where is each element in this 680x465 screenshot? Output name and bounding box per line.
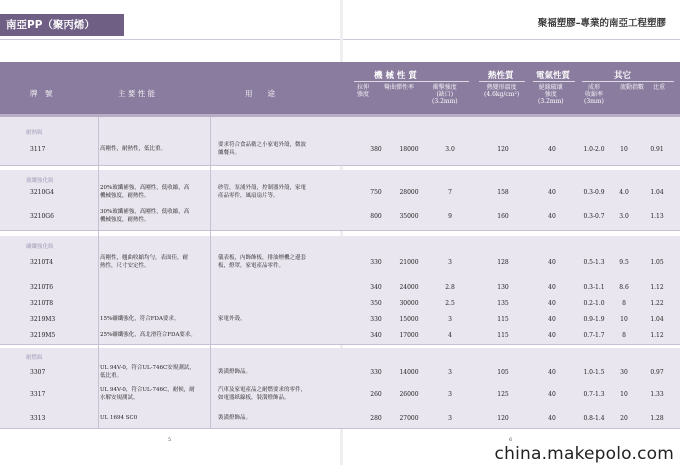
group-label-flame: 耐燃級	[26, 355, 43, 361]
col-properties-header: 主 要 性 能	[118, 89, 156, 98]
properties-cell: 高剛性，翹曲收縮均勻，表面佳，耐 熱性，尺寸安定性。	[100, 255, 189, 269]
value-cell: 1.0-1.5	[583, 369, 605, 376]
value-cell: 340	[370, 332, 382, 339]
value-cell: 1.13	[650, 213, 664, 220]
value-cell: 0.7-1.7	[583, 332, 605, 339]
group-label-heat: 耐熱級	[26, 130, 43, 136]
properties-cell: UL 94V-0，符合UL-746C，耐候，耐 水解安規測試。	[100, 387, 195, 401]
value-cell: 3	[448, 391, 452, 398]
value-cell: 40	[548, 391, 556, 398]
electrical-header: 電氣性質	[536, 71, 571, 81]
sub-impact: 衝擊強度 (缺口) (3.2mm)	[432, 84, 458, 105]
other-header: 其它	[614, 71, 632, 81]
page-number-right: 6	[509, 437, 513, 443]
value-cell: 1.28	[650, 415, 664, 422]
value-cell: 30000	[399, 300, 419, 307]
value-cell: 26000	[399, 391, 419, 398]
value-cell: 28000	[399, 189, 419, 196]
value-cell: 8	[622, 300, 626, 307]
value-cell: 1.04	[650, 316, 664, 323]
value-cell: 800	[370, 213, 382, 220]
value-cell: 1.12	[650, 332, 664, 339]
usage-cell: 汽車及家電產品之耐燃要求的零件， 如電器紙線板，裝潢燈飾品。	[218, 387, 307, 401]
value-cell: 14000	[399, 369, 419, 376]
value-cell: 1.0-2.0	[583, 146, 605, 153]
grade-cell: 3210T4	[30, 259, 54, 266]
value-cell: 17000	[399, 332, 419, 339]
value-cell: 40	[548, 316, 556, 323]
value-cell: 105	[497, 369, 509, 376]
value-cell: 40	[548, 189, 556, 196]
value-cell: 40	[548, 146, 556, 153]
value-cell: 1.12	[650, 284, 664, 291]
value-cell: 115	[497, 332, 509, 339]
grade-cell: 3317	[30, 391, 46, 398]
value-cell: 24000	[399, 284, 419, 291]
value-cell: 0.3-0.7	[583, 213, 605, 220]
sub-specific-gravity: 比重	[653, 84, 666, 91]
value-cell: 40	[548, 300, 556, 307]
value-cell: 0.91	[650, 146, 664, 153]
value-cell: 3.0	[445, 146, 455, 153]
sub-melt-index: 流動指數	[620, 84, 645, 91]
sub-tensile: 拉伸 強度	[357, 84, 370, 98]
value-cell: 27000	[399, 415, 419, 422]
sub-flexural: 彎曲彈性率	[384, 84, 415, 91]
value-cell: 3	[448, 316, 452, 323]
table-header-band	[0, 62, 680, 114]
col-grade-header: 牌 號	[30, 89, 53, 98]
properties-cell: 15%礦纖強化，符合FDA要求。	[100, 316, 180, 322]
value-cell: 35000	[399, 213, 419, 220]
value-cell: 3	[448, 259, 452, 266]
value-cell: 120	[497, 415, 509, 422]
grade-cell: 3210G6	[30, 213, 54, 220]
value-cell: 40	[548, 213, 556, 220]
value-cell: 1.05	[650, 259, 664, 266]
value-cell: 128	[497, 259, 509, 266]
group-band-heat	[0, 117, 680, 165]
value-cell: 7	[448, 189, 452, 196]
properties-cell: UL 1694 SC0	[100, 415, 138, 421]
value-cell: 4	[448, 332, 452, 339]
mechanical-header: 機 械 性 質	[374, 71, 417, 81]
value-cell: 40	[548, 369, 556, 376]
properties-cell: UL 94V-0，符合UL-746C安規測試， 低比重。	[100, 365, 195, 379]
value-cell: 158	[497, 189, 509, 196]
grade-cell: 3210T8	[30, 300, 54, 307]
properties-cell: 30%玻纖補強，高剛性，低收縮，高 機械強度，耐熱性。	[100, 209, 190, 223]
value-cell: 40	[548, 259, 556, 266]
value-cell: 0.2-1.0	[583, 300, 605, 307]
value-cell: 160	[497, 213, 509, 220]
top-rule-left	[0, 39, 340, 40]
properties-cell: 20%玻纖補強，高剛性，低收縮，高 機械強度，耐熱性。	[100, 185, 190, 199]
grade-cell: 3219M3	[30, 316, 56, 323]
value-cell: 8.6	[619, 284, 629, 291]
grade-cell: 3210T6	[30, 284, 54, 291]
value-cell: 9	[448, 213, 452, 220]
sub-dielectric: 絕緣破壞 強度 (3.2mm)	[538, 84, 564, 105]
grade-cell: 3307	[30, 369, 46, 376]
value-cell: 1.33	[650, 391, 664, 398]
value-cell: 330	[370, 369, 382, 376]
value-cell: 0.5-1.3	[583, 259, 605, 266]
value-cell: 40	[548, 332, 556, 339]
sub-hdt: 熱變形溫度 (4.6kg/cm²)	[484, 84, 520, 98]
value-cell: 21000	[399, 259, 419, 266]
top-rule-right	[343, 39, 680, 40]
value-cell: 30	[620, 369, 628, 376]
grade-cell: 3210G4	[30, 189, 54, 196]
value-cell: 3	[448, 415, 452, 422]
value-cell: 0.9-1.9	[583, 316, 605, 323]
value-cell: 40	[548, 415, 556, 422]
usage-cell: 儀表板，內飾飾板，排油煙機之邊套 板，燈罩，家電產品零件。	[218, 255, 307, 269]
value-cell: 1.04	[650, 189, 664, 196]
right-page-title: 聚福塑膠–專業的南亞工程塑膠	[537, 18, 666, 29]
value-cell: 20	[620, 415, 628, 422]
value-cell: 125	[497, 391, 509, 398]
usage-cell: 家電外殼。	[218, 316, 246, 322]
value-cell: 130	[497, 284, 509, 291]
watermark-text: china.makepolo.com	[494, 444, 674, 464]
group-label-mineral: 礦纖強化級	[26, 244, 54, 250]
value-cell: 115	[497, 316, 509, 323]
value-cell: 135	[497, 300, 509, 307]
value-cell: 0.3-1.1	[583, 284, 605, 291]
value-cell: 380	[370, 146, 382, 153]
value-cell: 18000	[399, 146, 419, 153]
value-cell: 0.7-1.3	[583, 391, 605, 398]
value-cell: 0.8-1.4	[583, 415, 605, 422]
value-cell: 280	[370, 415, 382, 422]
value-cell: 8	[622, 332, 626, 339]
col-usage-header: 用 途	[245, 89, 275, 98]
properties-cell: 高剛性，耐熱性，低比重。	[100, 146, 167, 152]
value-cell: 750	[370, 189, 382, 196]
properties-cell: 25%礦纖強化，高北滑符合FDA要求。	[100, 332, 196, 338]
value-cell: 40	[548, 284, 556, 291]
value-cell: 10	[620, 316, 628, 323]
grade-cell: 3117	[30, 146, 46, 153]
value-cell: 4.0	[619, 189, 629, 196]
value-cell: 1.22	[650, 300, 664, 307]
value-cell: 9.5	[619, 259, 629, 266]
usage-cell: 砂管，泵浦外殼，控制器外殼，家電 產品零件，風扇扇片等。	[218, 185, 307, 199]
value-cell: 0.97	[650, 369, 664, 376]
value-cell: 0.3-0.9	[583, 189, 605, 196]
usage-cell: 裝潢燈飾品。	[218, 369, 252, 375]
value-cell: 260	[370, 391, 382, 398]
sub-shrinkage: 成形 收縮率 (3mm)	[584, 84, 604, 105]
left-page-title: 南亞PP（聚丙烯）	[0, 14, 124, 36]
value-cell: 10	[620, 391, 628, 398]
value-cell: 120	[497, 146, 509, 153]
grade-cell: 3219M5	[30, 332, 56, 339]
value-cell: 350	[370, 300, 382, 307]
value-cell: 330	[370, 316, 382, 323]
thermal-header: 熱性質	[488, 71, 514, 81]
usage-cell: 裝潢燈飾品。	[218, 415, 252, 421]
page-number-left: 5	[168, 437, 172, 443]
value-cell: 15000	[399, 316, 419, 323]
group-label-glass: 玻纖強化級	[26, 178, 54, 184]
value-cell: 3	[448, 369, 452, 376]
value-cell: 10	[620, 146, 628, 153]
value-cell: 2.8	[445, 284, 455, 291]
grade-cell: 3313	[30, 415, 46, 422]
usage-cell: 要求符合食品衛之小家電外殼，微波 爐餐具。	[218, 142, 307, 156]
value-cell: 340	[370, 284, 382, 291]
value-cell: 330	[370, 259, 382, 266]
value-cell: 3.0	[619, 213, 629, 220]
value-cell: 2.5	[445, 300, 455, 307]
